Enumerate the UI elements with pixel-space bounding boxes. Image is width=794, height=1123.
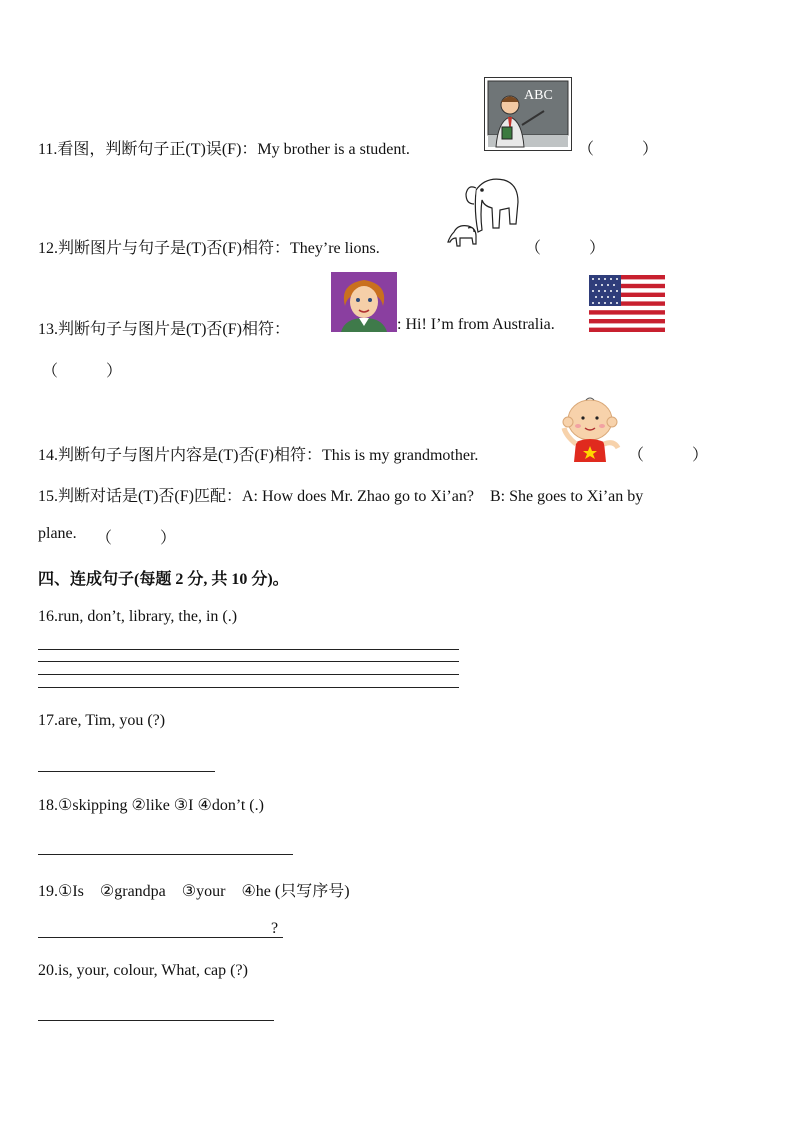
answer-line[interactable] — [38, 1020, 274, 1021]
sentence-20 — [38, 962, 248, 980]
sentence-number: 18. — [38, 797, 58, 814]
usa-flag-icon — [589, 275, 665, 332]
sentence-words: run, don’t, library, the, in (.) — [58, 608, 238, 625]
question-14 — [38, 442, 478, 465]
answer-line[interactable] — [38, 649, 459, 650]
question-text: 判断句子与图片内容是(T)否(F)相符：This is my grandmother. — [58, 447, 479, 464]
answer-line[interactable] — [38, 661, 459, 662]
question-15-text-continued: plane. — [38, 525, 77, 542]
question-number: 11. — [38, 141, 58, 158]
board-text: ABC — [524, 88, 553, 103]
elephants-icon — [446, 172, 522, 252]
question-number: 14. — [38, 447, 58, 464]
sentence-words: is, your, colour, What, cap (?) — [58, 962, 248, 979]
answer-line[interactable] — [38, 937, 283, 938]
answer-bracket-15[interactable]: （ ） — [96, 530, 177, 547]
sentence-number: 20. — [38, 962, 58, 979]
question-number: 13. — [38, 321, 58, 338]
answer-line[interactable] — [38, 674, 459, 675]
question-text: 判断句子与图片是(T)否(F)相符： — [58, 321, 290, 338]
sentence-words: ①Is ②grandpa ③your ④he (只写序号) — [58, 883, 350, 900]
answer-bracket-12[interactable]: （ ） — [525, 240, 606, 257]
question-15 — [38, 483, 643, 506]
question-text: 判断图片与句子是(T)否(F)相符：They’re lions. — [58, 240, 380, 257]
girl-portrait-icon — [331, 272, 397, 332]
sentence-words: are, Tim, you (?) — [58, 712, 166, 729]
sentence-number: 19. — [38, 883, 58, 900]
sentence-16 — [38, 608, 237, 626]
question-number: 12. — [38, 240, 58, 257]
question-mark: ? — [271, 920, 279, 937]
cartoon-boy-icon — [556, 396, 626, 462]
question-text: 看图，判断句子正(T)误(F)：My brother is a student. — [57, 141, 410, 158]
answer-bracket-14[interactable]: （ ） — [628, 447, 709, 464]
section-title: 四、连成句子(每题 2 分, 共 10 分)。 — [38, 571, 289, 588]
question-number: 15. — [38, 488, 58, 505]
answer-bracket-13[interactable]: （ ） — [42, 363, 123, 380]
answer-bracket-11[interactable]: （ ） — [578, 141, 659, 158]
sentence-number: 17. — [38, 712, 58, 729]
question-text: 判断对话是(T)否(F)匹配：A: How does Mr. Zhao go to Xi’an? B: She goes to Xi’an by — [58, 488, 644, 505]
sentence-17 — [38, 712, 165, 730]
question-13 — [38, 316, 290, 339]
sentence-18 — [38, 795, 264, 815]
sentence-number: 16. — [38, 608, 58, 625]
answer-line[interactable] — [38, 854, 293, 855]
sentence-19 — [38, 878, 350, 901]
question-13-text-continued: : Hi! I’m from Australia. — [397, 316, 555, 333]
sentence-words: ①skipping ②like ③I ④don’t (.) — [58, 797, 264, 814]
answer-line[interactable] — [38, 771, 215, 772]
teacher-blackboard-icon — [484, 77, 572, 151]
question-11 — [38, 136, 410, 159]
question-12 — [38, 235, 380, 258]
answer-line[interactable] — [38, 687, 459, 688]
